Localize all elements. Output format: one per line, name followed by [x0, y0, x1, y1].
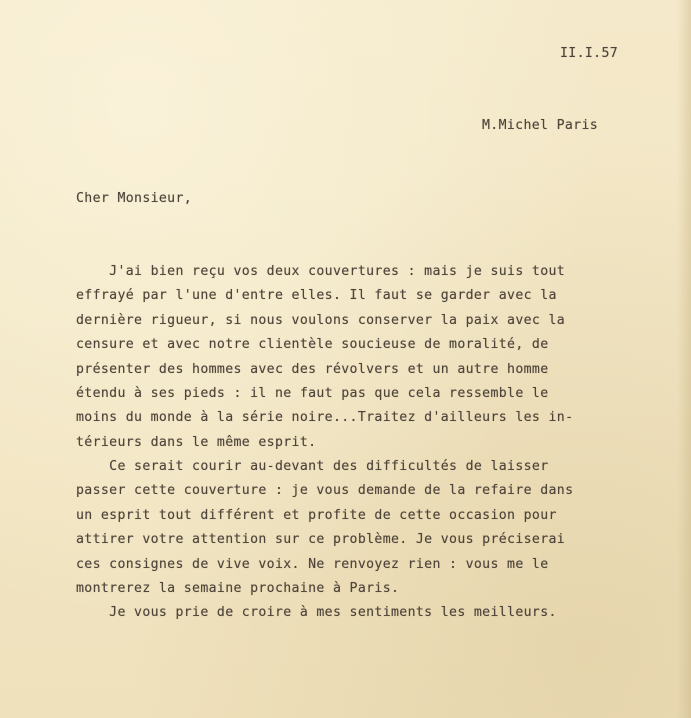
- body-line: térieurs dans le même esprit.: [76, 435, 317, 450]
- letter-salutation: Cher Monsieur,: [76, 191, 193, 206]
- body-line: Je vous prie de croire à mes sentiments les meilleurs.: [76, 605, 557, 620]
- body-line: censure et avec notre clientèle soucieuse de moralité, de: [76, 337, 549, 352]
- body-line: effrayé par l'une d'entre elles. Il faut se garder avec la: [76, 288, 557, 303]
- body-line: un esprit tout différent et profite de cette occasion pour: [76, 508, 557, 523]
- body-line: montrerez la semaine prochaine à Paris.: [76, 581, 400, 596]
- paper-edge-shadow: [677, 0, 691, 718]
- body-line: moins du monde à la série noire...Traitez d'ailleurs les in-: [76, 410, 574, 425]
- body-line: ces consignes de vive voix. Ne renvoyez rien : vous me le: [76, 557, 549, 572]
- body-line: attirer votre attention sur ce problème. Je vous préciserai: [76, 532, 566, 547]
- body-line: étendu à ses pieds : il ne faut pas que cela ressemble le: [76, 386, 549, 401]
- body-line: présenter des hommes avec des révolvers et un autre homme: [76, 362, 549, 377]
- body-line: Ce serait courir au-devant des difficultés de laisser: [76, 459, 549, 474]
- body-line: dernière rigueur, si nous voulons conserver la paix avec la: [76, 313, 566, 328]
- letter-recipient: M.Michel Paris: [482, 118, 599, 133]
- letter-date: II.I.57: [560, 46, 619, 61]
- body-line: J'ai bien reçu vos deux couvertures : mais je suis tout: [76, 264, 566, 279]
- body-line: passer cette couverture : je vous demande de la refaire dans: [76, 483, 574, 498]
